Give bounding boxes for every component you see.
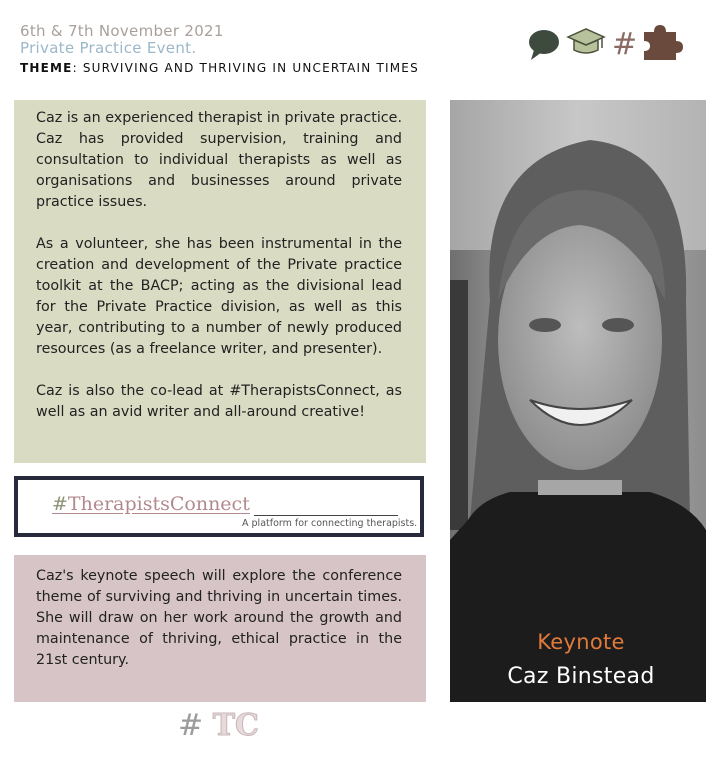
puzzle-piece-icon: [644, 25, 683, 60]
banner-hash: #: [52, 493, 68, 515]
tc-mark-hash: #: [178, 708, 204, 743]
banner-rule: [254, 515, 398, 516]
tc-mark-letters: TC: [212, 708, 259, 743]
theme-label: THEME: [20, 61, 73, 75]
banner-title: [52, 493, 250, 515]
banner-subtitle: A platform for connecting therapists.: [242, 518, 418, 529]
event-title: Private Practice Event.: [20, 39, 197, 57]
banner-title-text: TherapistsConnect: [67, 493, 250, 515]
speech-bubble-icon: [529, 30, 559, 60]
graduation-cap-icon: [568, 29, 604, 53]
speaker-portrait: [450, 100, 706, 702]
tc-logo-mark: [178, 708, 259, 743]
speaker-name: Caz Binstead: [507, 664, 655, 689]
keynote-description: Caz's keynote speech will explore the conference theme of surviving and thriving in uncertain times. She will draw on her work around the growth and maintenance of thriving, ethical practice in the 21st century.: [36, 568, 402, 668]
theme-text: : SURVIVING AND THRIVING IN UNCERTAIN TIMES: [72, 61, 419, 75]
bio-paragraph-1: Caz is an experienced therapist in private practice. Caz has provided supervision, training and consultation to individual therapists as well as organisations and businesses around private practice issues.: [36, 110, 402, 210]
speaker-photo: [450, 100, 706, 702]
keynote-label: Keynote: [537, 630, 625, 654]
therapists-connect-banner: [14, 476, 424, 537]
event-date: 6th & 7th November 2021: [20, 22, 224, 40]
event-theme: [20, 61, 419, 75]
svg-text:#: #: [612, 27, 638, 62]
bio-paragraph-2: As a volunteer, she has been instrumental in the creation and development of the Private practice toolkit at the BACP; acting as the divisional lead for the Private Practice division, as well as this year, contributing to a number of newly produced resources (as a freelance writer, and presenter).: [36, 236, 402, 357]
bio-paragraph-3: Caz is also the co-lead at #TherapistsConnect, as well as an avid writer and all-around creative!: [36, 383, 402, 420]
hashtag-icon: [612, 27, 637, 62]
bio-text: [36, 108, 402, 444]
header-icons: [528, 20, 692, 64]
